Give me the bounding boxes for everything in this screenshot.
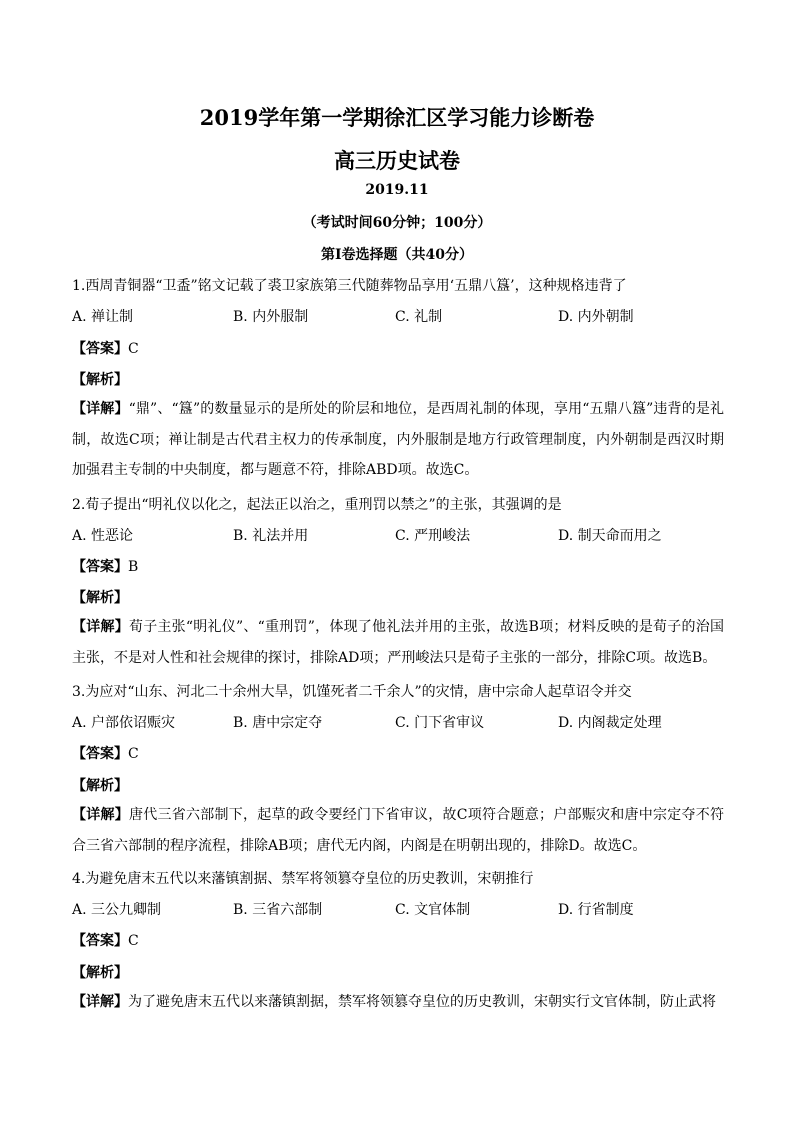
answer-line xyxy=(72,338,139,358)
option-d: D. 内阁裁定处理 xyxy=(558,715,662,731)
question-stem: 2.荀子提出“明礼仪以化之，起法正以治之，重刑罚以禁之”的主张，其强调的是 xyxy=(72,497,562,513)
detail-label: 【详解】 xyxy=(72,994,128,1010)
detail-text: 荀子主张“明礼仪”、“重刑罚”，体现了他礼法并用的主张，故选B项；材料反映的是荀子的治国主张，不是对人性和社会规律的探讨，排除AD项；严刑峻法只是荀子主张的一部分，排除C项。故选B。 xyxy=(72,619,725,666)
answer-line xyxy=(72,556,138,576)
detail-text: 为了避免唐末五代以来藩镇割据，禁军将领篡夺皇位的历史教训，宋朝实行文官体制，防止武将 xyxy=(128,994,716,1010)
option-d: D. 行省制度 xyxy=(558,902,634,918)
analysis-label: 【解析】 xyxy=(72,590,128,606)
analysis-label: 【解析】 xyxy=(72,778,128,794)
detail-label: 【详解】 xyxy=(72,401,129,417)
exam-time-note: （考试时间60分钟；100分） xyxy=(302,215,492,231)
exam-title: 2019学年第一学期徐汇区学习能力诊断卷 xyxy=(199,105,595,130)
option-a: A. 性恶论 xyxy=(72,528,134,544)
option-b: B. 三省六部制 xyxy=(233,902,323,918)
answer-line xyxy=(72,743,139,763)
question-options xyxy=(72,525,722,545)
question-stem: 3.为应对“山东、河北二十余州大旱，饥馑死者二千余人”的灾情，唐中宗命人起草诏令并交 xyxy=(72,684,632,700)
question-options xyxy=(72,899,722,919)
question-stem: 4.为避免唐末五代以来藩镇割据、禁军将领篡夺皇位的历史教训，宋朝推行 xyxy=(72,871,534,887)
exam-date: 2019.11 xyxy=(365,182,429,198)
option-c: C. 严刑峻法 xyxy=(395,528,471,544)
answer-value: C xyxy=(128,746,139,762)
exam-subtitle: 高三历史试卷 xyxy=(334,148,460,173)
question-stem: 1.西周青铜器“卫盉”铭文记载了裘卫家族第三代随葬物品享用‘五鼎八簋’，这种规格违背了 xyxy=(72,278,627,294)
answer-label: 【答案】 xyxy=(72,559,128,575)
analysis-label: 【解析】 xyxy=(72,372,128,388)
option-d: D. 内外朝制 xyxy=(558,309,634,325)
option-c: C. 礼制 xyxy=(395,309,443,325)
detail-paragraph xyxy=(72,987,724,1018)
section-heading: 第I卷选择题（共40分） xyxy=(320,247,474,263)
answer-label: 【答案】 xyxy=(72,746,128,762)
answer-line xyxy=(72,930,139,950)
answer-label: 【答案】 xyxy=(72,933,128,949)
option-a: A. 禅让制 xyxy=(72,309,134,325)
question-options xyxy=(72,306,722,326)
option-c: C. 文官体制 xyxy=(395,902,471,918)
analysis-label: 【解析】 xyxy=(72,965,128,981)
detail-text: 唐代三省六部制下，起草的政令要经门下省审议，故C项符合题意；户部赈灾和唐中宗定夺不符合三省六部制的程序流程，排除AB项；唐代无内阁，内阁是在明朝出现的，排除D。故选C。 xyxy=(72,807,725,854)
detail-paragraph xyxy=(72,800,724,861)
answer-value: C xyxy=(128,341,139,357)
option-b: B. 唐中宗定夺 xyxy=(233,715,323,731)
answer-value: B xyxy=(128,559,139,575)
question-options xyxy=(72,712,722,732)
detail-text: “鼎”、“簋”的数量显示的是所处的阶层和地位，是西周礼制的体现，享用“五鼎八簋”违背的是礼制，故选C项；禅让制是古代君主权力的传承制度，内外服制是地方行政管理制度，内外朝制是西汉时期加强君主专制的中央制度，都与题意不符，排除ABD项。故选C。 xyxy=(72,401,724,478)
option-b: B. 内外服制 xyxy=(233,309,309,325)
option-d: D. 制天命而用之 xyxy=(558,528,662,544)
option-a: A. 三公九卿制 xyxy=(72,902,162,918)
detail-paragraph xyxy=(72,394,724,486)
detail-label: 【详解】 xyxy=(72,807,130,823)
option-a: A. 户部依诏赈灾 xyxy=(72,715,176,731)
answer-label: 【答案】 xyxy=(72,341,128,357)
option-c: C. 门下省审议 xyxy=(395,715,485,731)
detail-label: 【详解】 xyxy=(72,619,129,635)
option-b: B. 礼法并用 xyxy=(233,528,309,544)
detail-paragraph xyxy=(72,612,724,673)
answer-value: C xyxy=(128,933,139,949)
